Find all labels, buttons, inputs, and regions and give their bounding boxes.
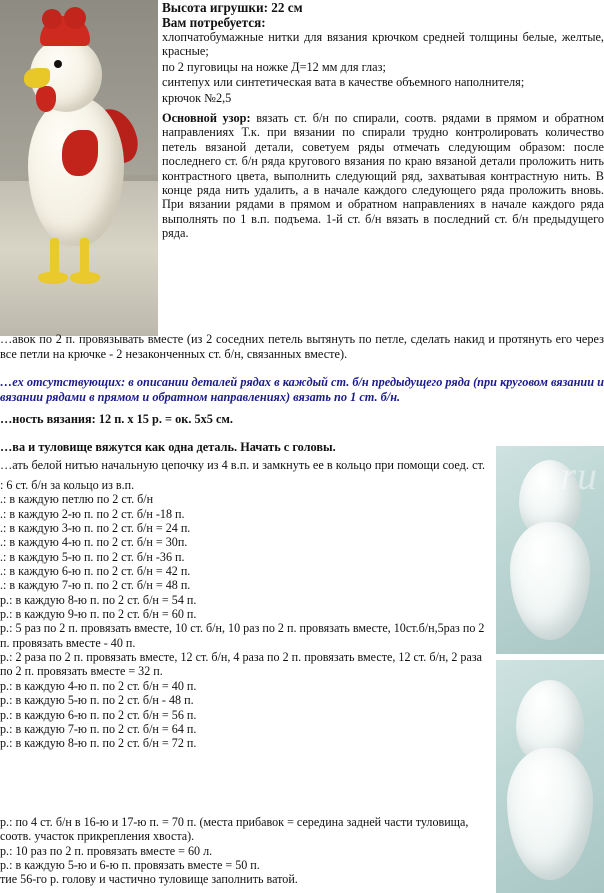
- crochet-body-photo-1: [496, 446, 604, 654]
- rooster-comb: [40, 16, 90, 46]
- material-item: по 2 пуговицы на ножке Д=12 мм для глаз;: [162, 59, 386, 74]
- list-item: р.: в каждую 6-ю п. по 2 ст. б/н = 56 п.: [0, 707, 197, 722]
- rooster-eye: [54, 60, 62, 68]
- head-body-note-text: …ва и туловище вяжутся как одна деталь. Начать с головы.: [0, 440, 336, 454]
- crochet-body-shape: [510, 522, 590, 640]
- rooster-toy-photo: [0, 0, 158, 336]
- row-instructions-list: [0, 478, 496, 751]
- material-item: хлопчатобумажные нитки для вязания крючком средней толщины белые, желтые, красные;: [162, 30, 604, 59]
- gauge-note: …ность вязания: 12 п. х 15 р. = ок. 5х5 см.: [0, 412, 233, 426]
- row-instructions-continued: [0, 815, 500, 887]
- list-item: р.: 2 раза по 2 п. провязать вместе, 12 ст. б/н, 4 раза по 2 п. провязать вместе, 12 ст. б/н, 2 раза по 2 п. провязать вместе = 32 п.: [0, 650, 482, 679]
- main-pattern-label: Основной узор:: [162, 111, 251, 126]
- rooster-wattle: [36, 86, 56, 112]
- list-item: .: в каждую 4-ю п. по 2 ст. б/н = 30п.: [0, 535, 188, 550]
- note-decrease: …авок по 2 п. провязывать вместе (из 2 соседних петель вытянуть по петле, сделать накид и протянуть его через все петли на крючке - 2 незаконченных ст. б/н, связанных вместе).: [0, 332, 604, 361]
- rooster-foot-right: [70, 272, 100, 284]
- list-item: р.: в каждую 9-ю п. по 2 ст. б/н = 60 п.: [0, 607, 197, 622]
- list-item: .: в каждую 2-ю п. по 2 ст. б/н -18 п.: [0, 506, 185, 521]
- start-chain-note: …ать белой нитью начальную цепочку из 4 в.п. и замкнуть ее в кольцо при помощи соед. ст.: [0, 458, 486, 472]
- list-item: тие 56-го р. голову и частично туловище заполнить ватой.: [0, 872, 298, 887]
- toy-height-value: 22 см: [271, 0, 303, 15]
- rooster-foot-left: [38, 272, 68, 284]
- list-item: р.: в каждую 8-ю п. по 2 ст. б/н = 54 п.: [0, 592, 197, 607]
- toy-height-label: Высота игрушки:: [162, 0, 268, 15]
- toy-height-line: [162, 0, 604, 15]
- list-item: р.: в каждую 5-ю п. по 2 ст. б/н - 48 п.: [0, 693, 194, 708]
- description-column: [162, 0, 604, 242]
- crochet-body-shape: [507, 748, 593, 880]
- list-item: .: в каждую 7-ю п. по 2 ст. б/н = 48 п.: [0, 578, 191, 593]
- list-item: р.: 5 раз по 2 п. провязать вместе, 10 ст. б/н, 10 раз по 2 п. провязать вместе, 10ст.б/н,5раз по 2 п. провязать вместе - 40 п.: [0, 621, 485, 650]
- note-omitted-rows: …ех отсутствующих: в описании деталей рядах в каждый ст. б/н предыдущего ряда (при круговом вязании и вязании рядами в прямом и обратном направлениях) вязать по 1 ст. б/н.: [0, 375, 604, 404]
- watermark-text: ru: [560, 453, 598, 498]
- list-item: : 6 ст. б/н за кольцо из в.п.: [0, 478, 135, 492]
- list-item: р.: в каждую 4-ю п. по 2 ст. б/н = 40 п.: [0, 678, 197, 693]
- rooster-beak: [24, 68, 50, 88]
- main-pattern-paragraph: [162, 111, 604, 241]
- list-item: р.: в каждую 5-ю и 6-ю п. провязать вместе = 50 п.: [0, 858, 260, 873]
- material-item: крючок №2,5: [162, 90, 232, 105]
- rooster-wing: [62, 130, 98, 176]
- list-item: .: в каждую 3-ю п. по 2 ст. б/н = 24 п.: [0, 521, 191, 536]
- main-pattern-text: вязать ст. б/н по спирали, соотв. рядами в прямом и обратном направлениях Т.к. при вязании по спирали трудно контролировать количество петель вязаной детали, советуем ряды отмечать следующим образом: после последнего ст. б/н ряда кругового вязания по краю вязаной детали проложить нить контрастного цвета, выполнить следующий ряд, захватывая контрастную нить. В конце ряда нить удалить, а в начале каждого следующего ряда проложить вновь. При вязании рядами в прямом и обратном направлениях в начале каждого ряда выполнять по 1 в.п. подъема. 1-й ст. б/н вязать в последний ст. б/н предыдущего ряда.: [162, 111, 604, 241]
- list-item: р.: 10 раз по 2 п. провязать вместе = 60 л.: [0, 843, 213, 858]
- list-item: р.: в каждую 8-ю п. по 2 ст. б/н = 72 п.: [0, 736, 197, 751]
- materials-heading: Вам потребуется:: [162, 15, 266, 30]
- crochet-body-photo-2: [496, 660, 604, 893]
- material-item: синтепух или синтетическая вата в качестве объемного наполнителя;: [162, 75, 525, 90]
- list-item: .: в каждую 5-ю п. по 2 ст. б/н -36 п.: [0, 549, 185, 564]
- list-item: .: в каждую 6-ю п. по 2 ст. б/н = 42 п.: [0, 564, 191, 579]
- list-item: р.: по 4 ст. б/н в 16-ю и 17-ю п. = 70 п. (места прибавок = середина задней части туловища, соотв. участок прикрепления хвоста).: [0, 815, 469, 844]
- list-item: р.: в каждую 7-ю п. по 2 ст. б/н = 64 п.: [0, 721, 197, 736]
- list-item: .: в каждую петлю по 2 ст. б/н: [0, 492, 154, 507]
- head-body-note: [0, 440, 604, 455]
